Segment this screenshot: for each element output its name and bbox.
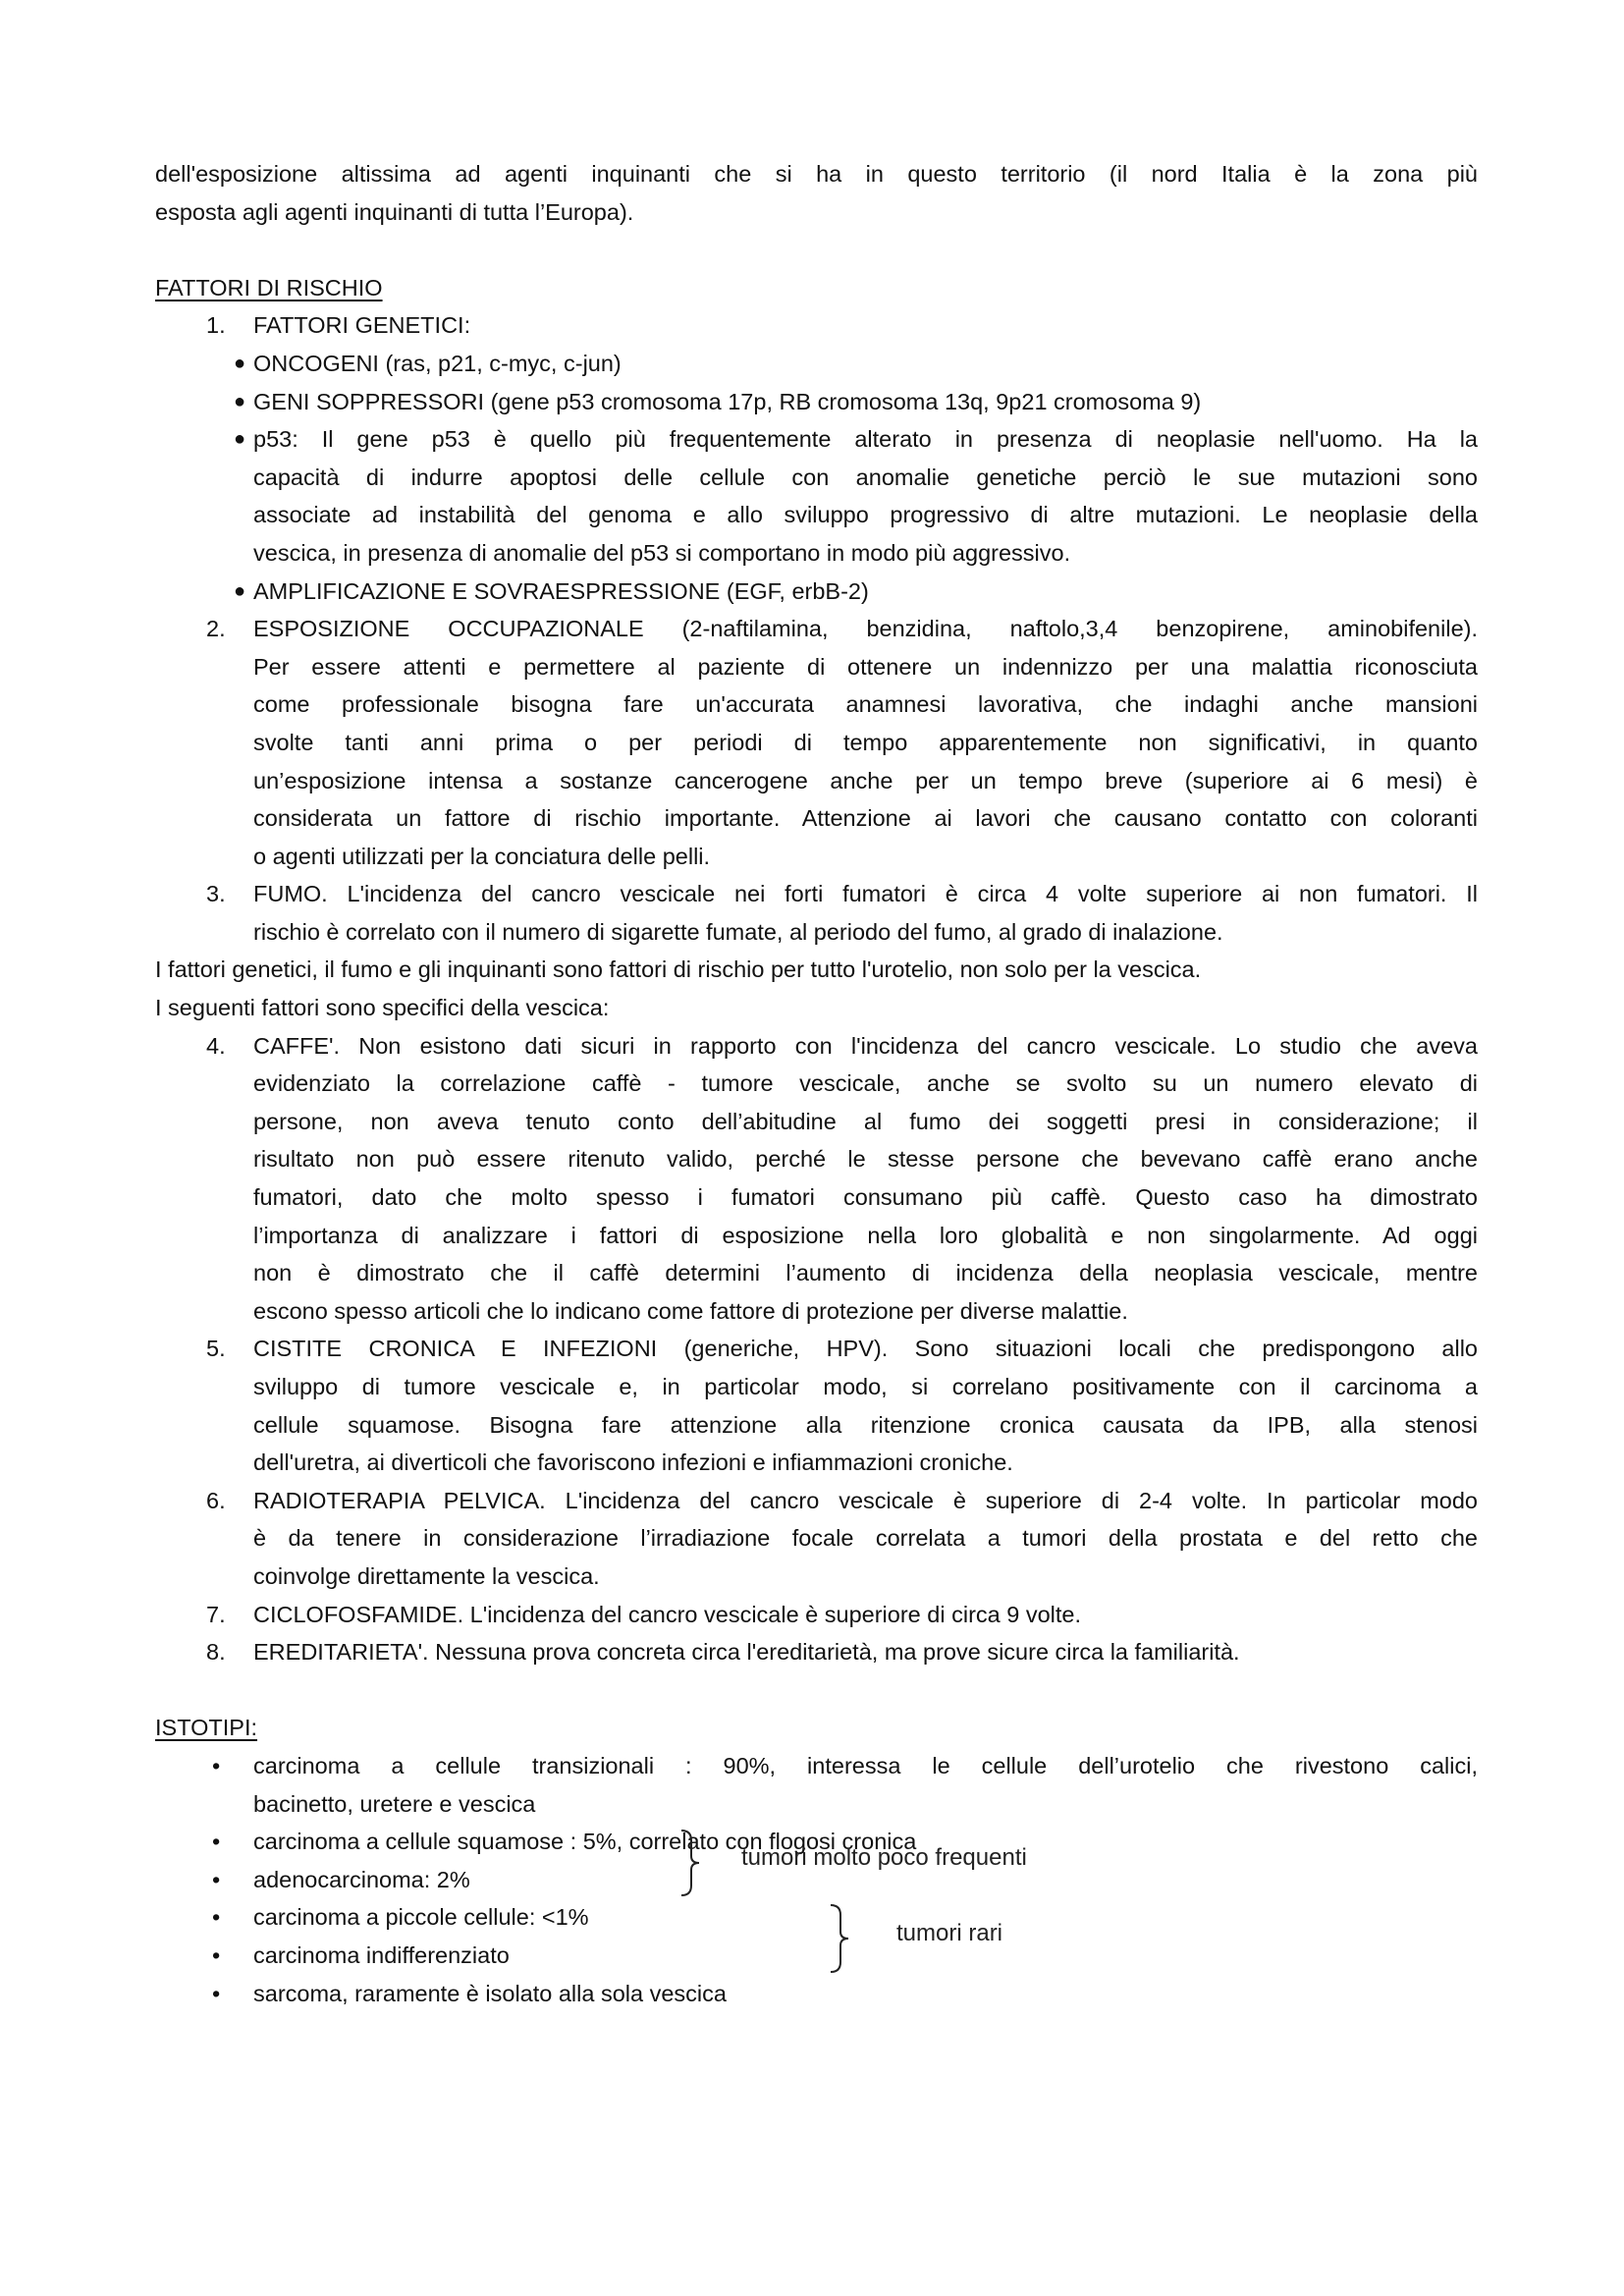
bullet-icon: •	[212, 1752, 221, 1778]
line-text: adenocarcinoma: 2%	[253, 1866, 470, 1892]
line-text: FATTORI GENETICI:	[253, 312, 471, 339]
text-line	[155, 534, 1478, 573]
text-line	[155, 724, 1478, 762]
text-line	[155, 573, 1478, 611]
numbered-item	[155, 1596, 1478, 1634]
text-line	[155, 1519, 1478, 1558]
paragraph	[155, 951, 1478, 989]
text-line	[155, 193, 1478, 232]
text-line	[155, 306, 1478, 345]
line-text: carcinoma a piccole cellule: <1%	[253, 1904, 589, 1931]
text-line	[155, 1633, 1478, 1671]
numbered-item	[155, 306, 1478, 345]
line-text: I fattori genetici, il fumo e gli inquinanti sono fattori di rischio per tutto l'urotelio, non solo per la vescica.	[155, 957, 1202, 983]
line-text: p53: Il gene p53 è quello più frequentemente alterato in presenza di neoplasie nell'uomo. Ha la	[253, 426, 1478, 453]
line-text: I seguenti fattori sono specifici della vescica:	[155, 995, 610, 1021]
line-text: associate ad instabilità del genoma e allo sviluppo progressivo di altre mutazioni. Le neoplasie della	[253, 502, 1478, 528]
text-line	[155, 838, 1478, 876]
text-line	[155, 1482, 1478, 1520]
line-text: Per essere attenti e permettere al paziente di ottenere un indennizzo per una malattia riconosciuta	[253, 653, 1478, 680]
line-text: CICLOFOSFAMIDE. L'incidenza del cancro vescicale è superiore di circa 9 volte.	[253, 1601, 1082, 1627]
line-text: carcinoma a cellule transizionali : 90%, interessa le cellule dell’urotelio che rivestono calici,	[253, 1752, 1478, 1778]
brace-rare-icon	[827, 1903, 856, 1974]
numbered-item	[155, 1633, 1478, 1671]
section-heading: FATTORI DI RISCHIO	[155, 274, 383, 301]
line-text: ONCOGENI (ras, p21, c-myc, c-jun)	[253, 350, 622, 376]
text-line	[155, 1747, 1478, 1785]
line-text: bacinetto, uretere e vescica	[253, 1790, 536, 1817]
text-line	[155, 496, 1478, 534]
text-line	[155, 1103, 1478, 1141]
text-line	[155, 1785, 1478, 1824]
bullet-icon: ●	[234, 428, 246, 451]
text-line	[155, 383, 1478, 421]
line-text: cellule squamose. Bisogna fare attenzione alla ritenzione cronica causata da IPB, alla stenosi	[253, 1411, 1478, 1438]
line-text: CAFFE'. Non esistono dati sicuri in rapporto con l'incidenza del cancro vescicale. Lo studio che aveva	[253, 1032, 1478, 1059]
text-line	[155, 1558, 1478, 1596]
bullet-icon: •	[212, 1866, 221, 1892]
bullet-item	[155, 420, 1478, 572]
list-number: 4.	[206, 1032, 226, 1059]
bullet-icon: •	[212, 1941, 221, 1968]
text-line	[155, 648, 1478, 686]
line-text: ESPOSIZIONE OCCUPAZIONALE (2-naftilamina, benzidina, naftolo,3,4 benzopirene, aminobifenile).	[253, 616, 1478, 642]
line-text: risultato non può essere ritenuto valido, perché le stesse persone che bevevano caffè erano anche	[253, 1146, 1478, 1173]
line-text: escono spesso articoli che lo indicano come fattore di protezione per diverse malattie.	[253, 1297, 1128, 1324]
line-text: come professionale bisogna fare un'accurata anamnesi lavorativa, che indaghi anche mansioni	[253, 691, 1478, 718]
text-line	[155, 1217, 1478, 1255]
numbered-item	[155, 1027, 1478, 1331]
text-line	[155, 799, 1478, 838]
text-line	[155, 685, 1478, 724]
text-line	[155, 1898, 1478, 1937]
line-text: EREDITARIETA'. Nessuna prova concreta circa l'ereditarietà, ma prove sicure circa la familiarità.	[253, 1639, 1240, 1666]
line-text: FUMO. L'incidenza del cancro vescicale nei forti fumatori è circa 4 volte superiore ai non fumatori. Il	[253, 881, 1478, 907]
bullet-item	[155, 1937, 1478, 1975]
numbered-item	[155, 1330, 1478, 1481]
bullet-item	[155, 383, 1478, 421]
line-text: carcinoma a cellule squamose : 5%, correlato con flogosi cronica	[253, 1829, 917, 1855]
line-text: vescica, in presenza di anomalie del p53 si comportano in modo più aggressivo.	[253, 539, 1071, 566]
text-line	[155, 1027, 1478, 1066]
line-text: CISTITE CRONICA E INFEZIONI (generiche, HPV). Sono situazioni locali che predispongono allo	[253, 1336, 1478, 1362]
text-line	[155, 610, 1478, 648]
line-text: fumatori, dato che molto spesso i fumatori consumano più caffè. Questo caso ha dimostrato	[253, 1184, 1478, 1211]
bullet-icon: ●	[234, 352, 246, 374]
bullet-item	[155, 573, 1478, 611]
line-text: sarcoma, raramente è isolato alla sola vescica	[253, 1980, 727, 2006]
bullet-icon: •	[212, 1829, 221, 1855]
text-line	[155, 459, 1478, 497]
text-line	[155, 951, 1478, 989]
line-text: dell'esposizione altissima ad agenti inquinanti che si ha in questo territorio (il nord Italia è la zona più	[155, 161, 1478, 187]
text-line	[155, 762, 1478, 800]
line-text: un’esposizione intensa a sostanze cancerogene anche per un tempo breve (superiore ai 6 mesi) è	[253, 767, 1478, 793]
text-line	[155, 1937, 1478, 1975]
line-text: evidenziato la correlazione caffè - tumore vescicale, anche se svolto su un numero elevato di	[253, 1070, 1478, 1097]
bullet-icon: •	[212, 1904, 221, 1931]
line-text: carcinoma indifferenziato	[253, 1941, 510, 1968]
bullet-item	[155, 1975, 1478, 2013]
brace-frequent-icon	[677, 1829, 707, 1897]
text-line	[155, 1140, 1478, 1178]
text-line	[155, 345, 1478, 383]
line-text: esposta agli agenti inquinanti di tutta l’Europa).	[155, 198, 634, 225]
bullet-item	[155, 1747, 1478, 1823]
bullet-icon: ●	[234, 390, 246, 412]
note-rare: tumori rari	[896, 1920, 1003, 1946]
line-text: o agenti utilizzati per la conciatura delle pelli.	[253, 843, 711, 869]
line-text: persone, non aveva tenuto conto dell’abitudine al fumo dei soggetti presi in considerazione; il	[253, 1108, 1478, 1134]
note-frequent: tumori molto poco frequenti	[741, 1844, 1027, 1871]
text-line	[155, 1330, 1478, 1368]
text-line	[155, 1254, 1478, 1292]
text-line	[155, 1178, 1478, 1217]
text-line	[155, 1444, 1478, 1482]
text-line	[155, 913, 1478, 952]
text-line	[155, 1368, 1478, 1406]
bullet-icon: •	[212, 1980, 221, 2006]
line-text: GENI SOPPRESSORI (gene p53 cromosoma 17p, RB cromosoma 13q, 9p21 cromosoma 9)	[253, 388, 1202, 414]
line-text: capacità di indurre apoptosi delle cellule con anomalie genetiche perciò le sue mutazioni sono	[253, 464, 1478, 490]
document-body	[155, 155, 1478, 2012]
text-line	[155, 1406, 1478, 1445]
line-text: non è dimostrato che il caffè determini l’aumento di incidenza della neoplasia vescicale, mentre	[253, 1260, 1478, 1286]
list-number: 6.	[206, 1487, 226, 1513]
line-text: RADIOTERAPIA PELVICA. L'incidenza del cancro vescicale è superiore di 2-4 volte. In particolar modo	[253, 1487, 1478, 1513]
paragraph	[155, 989, 1478, 1027]
text-line	[155, 989, 1478, 1027]
line-text: è da tenere in considerazione l’irradiazione focale correlata a tumori della prostata e del retto che	[253, 1525, 1478, 1552]
bullet-item	[155, 1898, 1478, 1937]
line-text: svolte tanti anni prima o per periodi di tempo apparentemente non significativi, in quanto	[253, 729, 1478, 755]
list-number: 1.	[206, 312, 226, 339]
list-number: 3.	[206, 881, 226, 907]
line-text: considerata un fattore di rischio importante. Attenzione ai lavori che causano contatto con coloranti	[253, 805, 1478, 832]
list-number: 2.	[206, 616, 226, 642]
bullet-icon: ●	[234, 579, 246, 602]
line-text: rischio è correlato con il numero di sigarette fumate, al periodo del fumo, al grado di inalazione.	[253, 918, 1223, 945]
line-text: AMPLIFICAZIONE E SOVRAESPRESSIONE (EGF, erbB-2)	[253, 577, 869, 604]
list-number: 5.	[206, 1336, 226, 1362]
numbered-item	[155, 875, 1478, 951]
text-line	[155, 1292, 1478, 1331]
text-line	[155, 155, 1478, 193]
paragraph	[155, 155, 1478, 231]
line-text: sviluppo di tumore vescicale e, in particolar modo, si correlano positivamente con il carcinoma a	[253, 1374, 1478, 1399]
list-number: 8.	[206, 1639, 226, 1666]
list-number: 7.	[206, 1601, 226, 1627]
text-line	[155, 1596, 1478, 1634]
text-line	[155, 420, 1478, 459]
text-line	[155, 1065, 1478, 1103]
numbered-item	[155, 1482, 1478, 1596]
text-line	[155, 875, 1478, 913]
line-text: dell'uretra, ai diverticoli che favoriscono infezioni e infiammazioni croniche.	[253, 1449, 1013, 1476]
text-line	[155, 1975, 1478, 2013]
bullet-item	[155, 345, 1478, 383]
line-text: l’importanza di analizzare i fattori di esposizione nella loro globalità e non singolarmente. Ad oggi	[253, 1222, 1478, 1248]
line-text: coinvolge direttamente la vescica.	[253, 1562, 600, 1589]
numbered-item	[155, 610, 1478, 875]
section-heading: ISTOTIPI:	[155, 1715, 258, 1741]
